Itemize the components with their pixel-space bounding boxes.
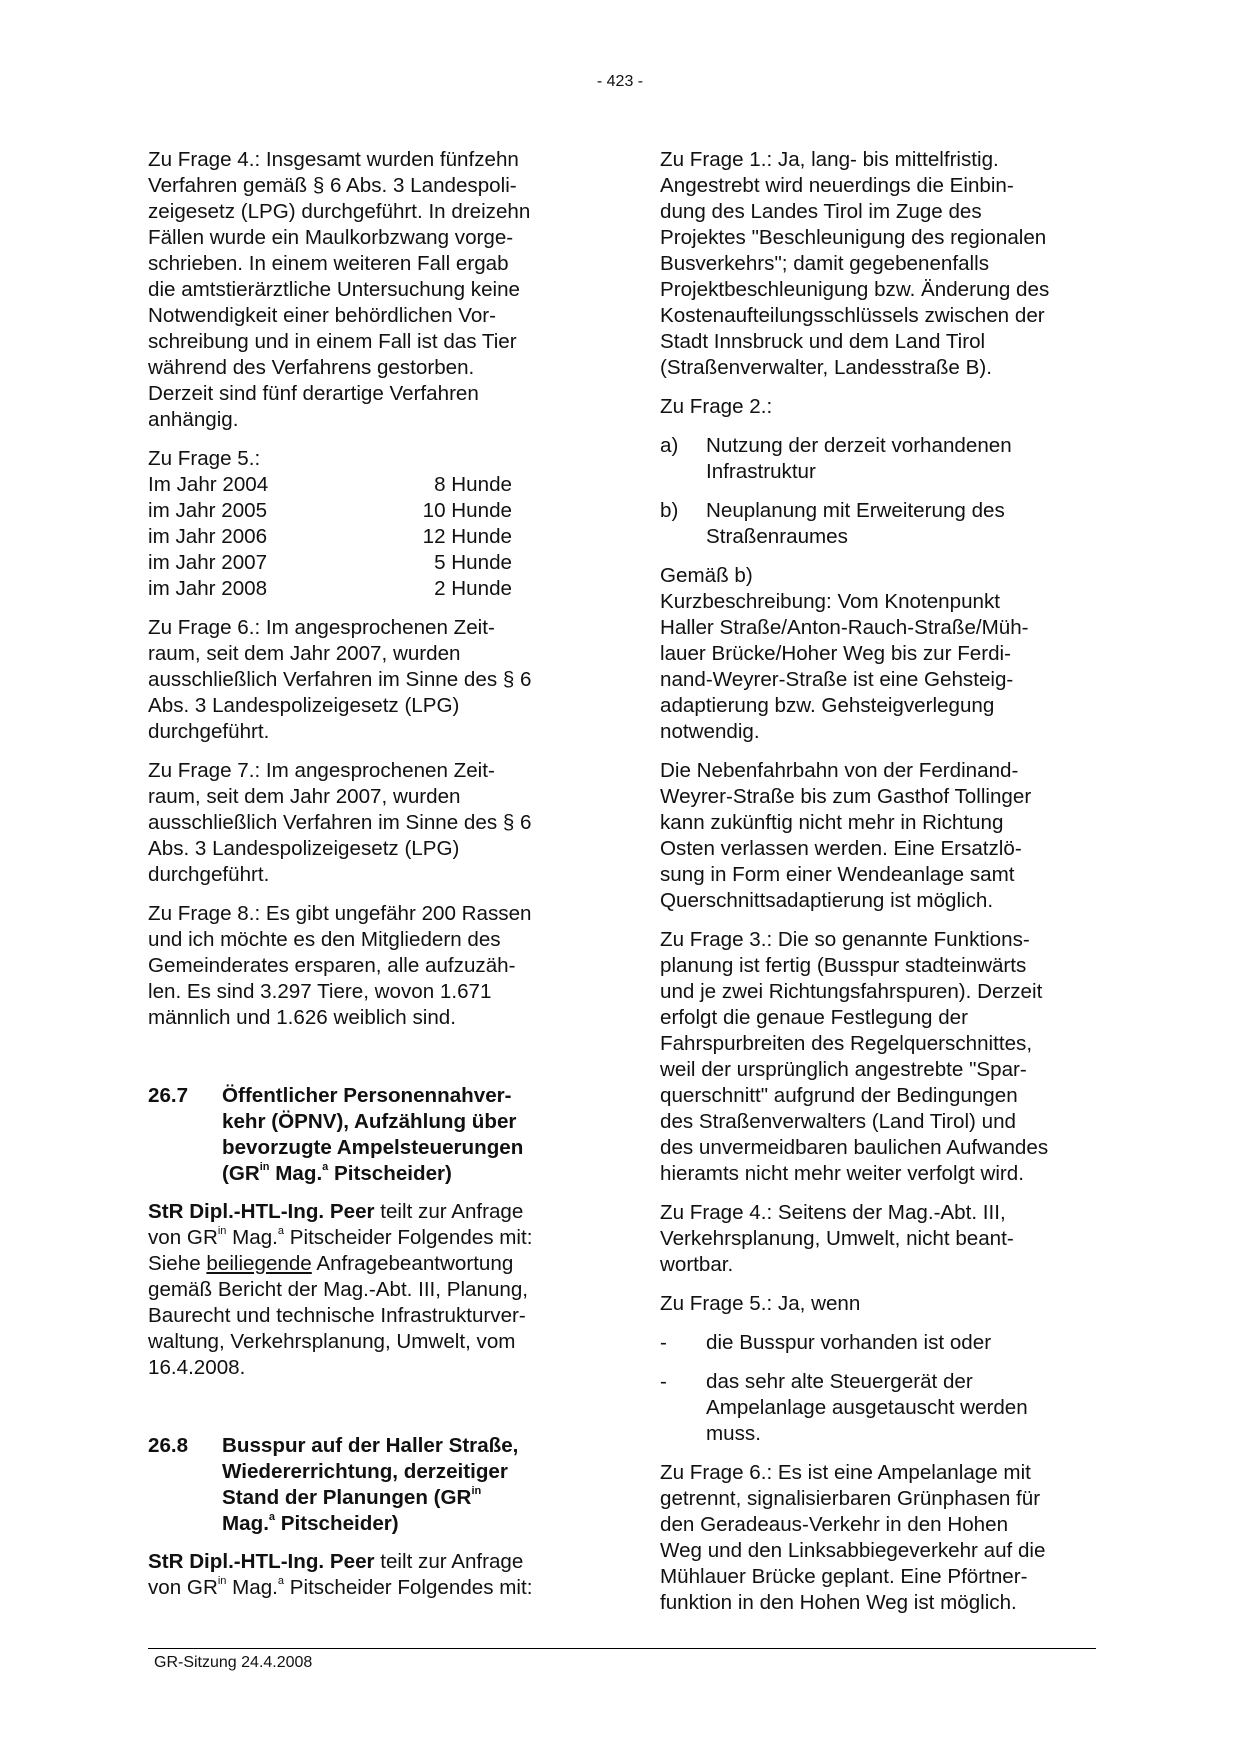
text-line: männlich und 1.626 weiblich sind.: [148, 1006, 456, 1029]
count-cell: 5 Hunde: [434, 551, 512, 574]
text-line: waltung, Verkehrsplanung, Umwelt, vom: [148, 1330, 516, 1353]
text-line: des Straßenverwalters (Land Tirol) und: [660, 1110, 1016, 1133]
text-line: ausschließlich Verfahren im Sinne des § 6: [148, 811, 532, 834]
list-item: [660, 433, 1106, 485]
count-cell: 8 Hunde: [434, 473, 512, 496]
year-cell: im Jahr 2005: [148, 499, 268, 522]
footer-divider: [148, 1648, 1096, 1649]
text-line: notwendig.: [660, 720, 760, 743]
count-cell: 10 Hunde: [422, 499, 512, 522]
text-line: lauer Brücke/Hoher Weg bis zur Ferdi-: [660, 642, 1011, 665]
text-line: und je zwei Richtungsfahrspuren). Derzeit: [660, 980, 1043, 1003]
text-line: den Geradeaus-Verkehr in den Hohen: [660, 1513, 1009, 1536]
text-line: Zu Frage 4.: Insgesamt wurden fünfzehn: [148, 148, 519, 171]
text-line: Verfahren gemäß § 6 Abs. 3 Landespoli-: [148, 174, 517, 197]
left-column: [148, 147, 594, 1614]
section-heading-26-7: [148, 1083, 594, 1187]
text-line: schreibung und in einem Fall ist das Tier: [148, 330, 517, 353]
text-line: Busverkehrs"; damit gegebenenfalls: [660, 252, 989, 275]
text-line: Angestrebt wird neuerdings die Einbin-: [660, 174, 1014, 197]
text-line: weil der ursprünglich angestrebte "Spar-: [660, 1058, 1027, 1081]
paragraph-frage4: [148, 147, 594, 433]
text-line: Gemeinderates ersparen, alle aufzuzäh-: [148, 954, 516, 977]
paragraph-frage1: [660, 147, 1106, 381]
text-line: Zu Frage 1.: Ja, lang- bis mittelfristig.: [660, 148, 999, 171]
text-line: dung des Landes Tirol im Zuge des: [660, 200, 982, 223]
text-line: (Straßenverwalter, Landesstraße B).: [660, 356, 992, 379]
text-line: Zu Frage 3.: Die so genannte Funktions-: [660, 928, 1030, 951]
text-line: Neuplanung mit Erweiterung des: [706, 499, 1005, 522]
text-line: das sehr alte Steuergerät der: [706, 1370, 973, 1393]
section-number: 26.8: [148, 1434, 189, 1457]
speaker-name: StR Dipl.-HTL-Ing. Peer: [148, 1550, 375, 1573]
year-cell: Im Jahr 2004: [148, 473, 269, 496]
paragraph-26-8-answer: StR Dipl.-HTL-Ing. Peer teilt zur Anfrage von $GR^{in}$ Mag.$^a$ Pitscheider Folgendes mit:: [148, 1550, 533, 1599]
text-line: die Busspur vorhanden ist oder: [706, 1331, 992, 1354]
text-line: Fahrspurbreiten des Regelquerschnittes,: [660, 1032, 1033, 1055]
text-line: Verkehrsplanung, Umwelt, nicht beant-: [660, 1227, 1014, 1250]
text-line: Osten verlassen werden. Eine Ersatzlö-: [660, 837, 1022, 860]
text-line: len. Es sind 3.297 Tiere, wovon 1.671: [148, 980, 492, 1003]
text-line: anhängig.: [148, 408, 239, 431]
text-line: hieramts nicht mehr weiter verfolgt wird.: [660, 1162, 1024, 1185]
count-cell: 2 Hunde: [434, 577, 512, 600]
text-line: getrennt, signalisierbaren Grünphasen für: [660, 1487, 1041, 1510]
list-marker: -: [660, 1331, 667, 1354]
year-cell: im Jahr 2008: [148, 577, 268, 600]
page-number: - 423 -: [596, 73, 644, 90]
text-line: funktion in den Hohen Weg ist möglich.: [660, 1591, 1017, 1614]
table-row: [148, 524, 512, 550]
list-marker: b): [660, 499, 679, 522]
text-line: adaptierung bzw. Gehsteigverlegung: [660, 694, 995, 717]
hunde-table: [148, 472, 512, 602]
frage5-label-right: Zu Frage 5.: Ja, wenn: [660, 1292, 861, 1315]
year-cell: im Jahr 2006: [148, 525, 268, 548]
text-line: Gemäß b): [660, 564, 753, 587]
paragraph-frage6-right: [660, 1460, 1106, 1616]
frage5-label: Zu Frage 5.:: [148, 447, 261, 470]
text-line: planung ist fertig (Busspur stadteinwärts: [660, 954, 1027, 977]
text-line: sung in Form einer Wendeanlage samt: [660, 863, 1015, 886]
text-line: querschnitt" aufgrund der Bedingungen: [660, 1084, 1018, 1107]
text-line: Zu Frage 7.: Im angesprochenen Zeit-: [148, 759, 495, 782]
text-line: Die Nebenfahrbahn von der Ferdinand-: [660, 759, 1019, 782]
text-line: ausschließlich Verfahren im Sinne des § 6: [148, 668, 532, 691]
text-line: des unvermeidbaren baulichen Aufwandes: [660, 1136, 1049, 1159]
text-line: wortbar.: [660, 1253, 734, 1276]
text-line: Weyrer-Straße bis zum Gasthof Tollinger: [660, 785, 1032, 808]
text-line: Mühlauer Brücke geplant. Eine Pförtner-: [660, 1565, 1028, 1588]
table-row: [148, 576, 512, 602]
text-line: Ampelanlage ausgetauscht werden: [706, 1396, 1028, 1419]
paragraph-frage3: [660, 927, 1106, 1187]
text-line: Abs. 3 Landespolizeigesetz (LPG): [148, 837, 460, 860]
year-cell: im Jahr 2007: [148, 551, 268, 574]
text-line: Nutzung der derzeit vorhandenen: [706, 434, 1012, 457]
text-line: schrieben. In einem weiteren Fall ergab: [148, 252, 509, 275]
underlined-beiliegende: beiliegende: [206, 1252, 312, 1275]
paragraph-frage7: [148, 758, 594, 888]
text-line: Kostenaufteilungsschlüssels zwischen der: [660, 304, 1045, 327]
text-line: Stadt Innsbruck und dem Land Tirol: [660, 330, 986, 353]
text-line: nand-Weyrer-Straße ist eine Gehsteig-: [660, 668, 1014, 691]
text-line: durchgeführt.: [148, 720, 270, 743]
table-row: [148, 550, 512, 576]
list-item: [660, 1330, 1106, 1356]
text-line: Weg und den Linksabbiegeverkehr auf die: [660, 1539, 1046, 1562]
text-line: Zu Frage 8.: Es gibt ungefähr 200 Rassen: [148, 902, 532, 925]
text-line: Zu Frage 6.: Im angesprochenen Zeit-: [148, 616, 495, 639]
paragraph-frage8: [148, 901, 594, 1031]
text-line: raum, seit dem Jahr 2007, wurden: [148, 785, 461, 808]
text-line: Projektbeschleunigung bzw. Änderung des: [660, 278, 1050, 301]
frage2-list: [660, 433, 1106, 550]
paragraph-frage4-right: [660, 1200, 1106, 1278]
footer-text: GR-Sitzung 24.4.2008: [154, 1654, 313, 1671]
section-title: Öffentlicher Personennahver- kehr (ÖPNV), Aufzählung über bevorzugte Ampelsteuerungen ($GR^{in}$ Mag.$^a$ Pitscheider): [222, 1084, 524, 1185]
text-line: Abs. 3 Landespolizeigesetz (LPG): [148, 694, 460, 717]
section-number: 26.7: [148, 1084, 189, 1107]
text-line: muss.: [706, 1422, 761, 1445]
text-line: zeigesetz (LPG) durchgeführt. In dreizehn: [148, 200, 531, 223]
text-line: kann zukünftig nicht mehr in Richtung: [660, 811, 1004, 834]
list-item: [660, 498, 1106, 550]
frage5-list: [660, 1330, 1106, 1447]
text-line: erfolgt die genaue Festlegung der: [660, 1006, 968, 1029]
text-line: und ich möchte es den Mitgliedern des: [148, 928, 501, 951]
count-cell: 12 Hunde: [422, 525, 512, 548]
table-row: [148, 498, 512, 524]
right-column: [660, 147, 1106, 1629]
text-line: Notwendigkeit einer behördlichen Vor-: [148, 304, 497, 327]
list-marker: -: [660, 1370, 667, 1393]
text-line: Zu Frage 4.: Seitens der Mag.-Abt. III,: [660, 1201, 1006, 1224]
text-line: Haller Straße/Anton-Rauch-Straße/Müh-: [660, 616, 1029, 639]
text-line: Straßenraumes: [706, 525, 848, 548]
text-line: die amtstierärztliche Untersuchung keine: [148, 278, 521, 301]
text-line: Fällen wurde ein Maulkorbzwang vorge-: [148, 226, 514, 249]
paragraph-26-7-answer: StR Dipl.-HTL-Ing. Peer teilt zur Anfrage von $GR^{in}$ Mag.$^a$ Pitscheider Folgendes mit: Siehe beiliegende Anfragebeantwortung gemäß Bericht der Mag.-Abt. III, Planung, Baurecht und technische Infrastrukturver- waltung, Verkehrsplanung, Umwelt, vom 16.4.2008.: [148, 1199, 594, 1381]
text-line: während des Verfahrens gestorben.: [148, 356, 475, 379]
text-line: Baurecht und technische Infrastrukturver-: [148, 1304, 526, 1327]
paragraph-gemaess-b: [660, 563, 1106, 745]
section-title: Busspur auf der Haller Straße, Wiedererrichtung, derzeitiger Stand der Planungen ($GR^{in}$ Mag.$^a$ Pitscheider): [222, 1434, 519, 1535]
paragraph-nebenfahrbahn: [660, 758, 1106, 914]
list-marker: a): [660, 434, 679, 457]
section-heading-26-8: [148, 1433, 594, 1537]
text-line: raum, seit dem Jahr 2007, wurden: [148, 642, 461, 665]
frage2-label: Zu Frage 2.:: [660, 395, 773, 418]
table-row: [148, 472, 512, 498]
text-line: durchgeführt.: [148, 863, 270, 886]
list-item: [660, 1369, 1106, 1447]
speaker-name: StR Dipl.-HTL-Ing. Peer: [148, 1200, 375, 1223]
text-line: Infrastruktur: [706, 460, 816, 483]
text-line: Zu Frage 6.: Es ist eine Ampelanlage mit: [660, 1461, 1031, 1484]
text-line: 16.4.2008.: [148, 1356, 246, 1379]
text-line: Derzeit sind fünf derartige Verfahren: [148, 382, 479, 405]
text-line: gemäß Bericht der Mag.-Abt. III, Planung,: [148, 1278, 529, 1301]
text-line: Projektes "Beschleunigung des regionalen: [660, 226, 1047, 249]
paragraph-frage6: [148, 615, 594, 745]
text-line: Querschnittsadaptierung ist möglich.: [660, 889, 994, 912]
text-line: Kurzbeschreibung: Vom Knotenpunkt: [660, 590, 1001, 613]
